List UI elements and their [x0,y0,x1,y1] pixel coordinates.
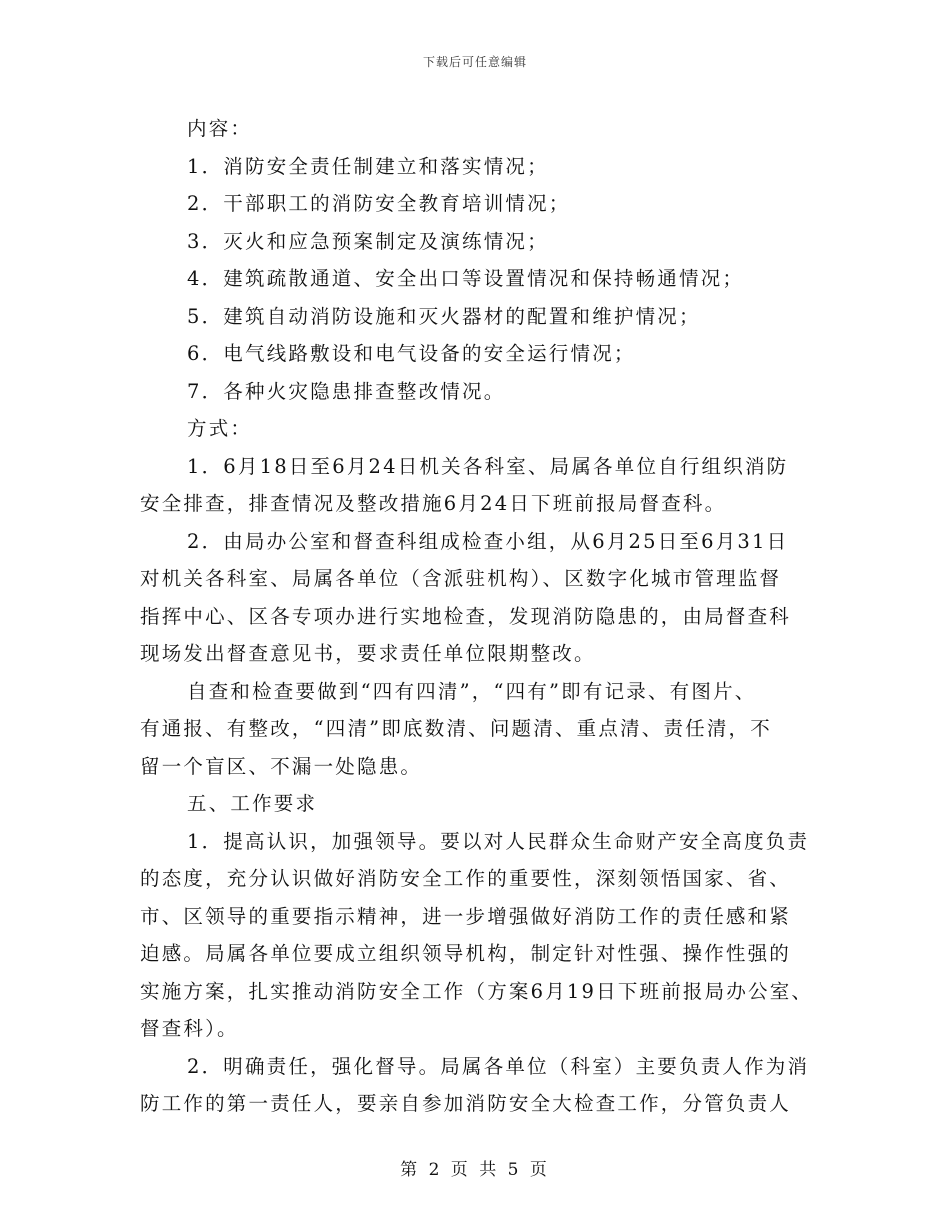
paragraph-line: 现场发出督查意见书，要求责任单位限期整改。 [140,642,596,665]
paragraph-line: 对机关各科室、局属各单位（含派驻机构）、区数字化城市管理监督 [140,567,782,590]
paragraph-line: 1．提高认识，加强领导。要以对人民群众生命财产安全高度负责 [187,829,810,853]
paragraph-line: 1．6月18日至6月24日机关各科室、局属各单位自行组织消防 [187,454,789,478]
paragraph-line: 2．干部职工的消防安全教育培训情况； [187,192,571,215]
section-heading: 五、工作要求 [187,792,318,815]
page-number-footer: 第 2 页 共 5 页 [400,1160,550,1180]
paragraph-line: 安全排查，排查情况及整改措施6月24日下班前报局督查科。 [140,492,727,515]
document-body [140,110,820,1123]
paragraph-line: 有通报、有整改，“四清”即底数清、问题清、重点清、责任清，不 [140,717,772,740]
paragraph-line: 6．电气线路敷设和电气设备的安全运行情况； [187,342,636,365]
page-header-note: 下载后可任意编辑 [422,55,527,69]
paragraph-line: 留一个盲区、不漏一处隐患。 [140,754,423,778]
paragraph-line: 市、区领导的重要指示精神，进一步增强做好消防工作的责任感和紧 [140,904,792,928]
paragraph-line: 防工作的第一责任人，要亲自参加消防安全大检查工作，分管负责人 [140,1092,792,1115]
paragraph-line: 4．建筑疏散通道、安全出口等设置情况和保持畅通情况； [187,267,745,290]
paragraph-line: 2．由局办公室和督查科组成检查小组，从6月25日至6月31日 [187,529,789,553]
paragraph-line: 内容： [187,117,253,140]
paragraph-line: 实施方案，扎实推动消防安全工作（方案6月19日下班前报局办公室、 [140,979,814,1003]
paragraph-line: 7．各种火灾隐患排查整改情况。 [187,379,506,403]
paragraph-line: 督查科）。 [140,1017,239,1040]
paragraph-line: 指挥中心、区各专项办进行实地检查，发现消防隐患的，由局督查科 [140,604,792,628]
paragraph-line: 自查和检查要做到“四有四清”，“四有”即有记录、有图片、 [187,679,757,703]
paragraph-line: 5．建筑自动消防设施和灭火器材的配置和维护情况； [187,304,701,328]
paragraph-line: 方式： [187,417,253,440]
paragraph-line: 迫感。局属各单位要成立组织领导机构，制定针对性强、操作性强的 [140,942,792,965]
paragraph-line: 3．灭火和应急预案制定及演练情况； [187,229,549,253]
paragraph-line: 2．明确责任，强化督导。局属各单位（科室）主要负责人作为消 [187,1054,810,1078]
paragraph-line: 的态度，充分认识做好消防安全工作的重要性，深刻领悟国家、省、 [140,867,792,890]
paragraph-line: 1．消防安全责任制建立和落实情况； [187,154,549,178]
